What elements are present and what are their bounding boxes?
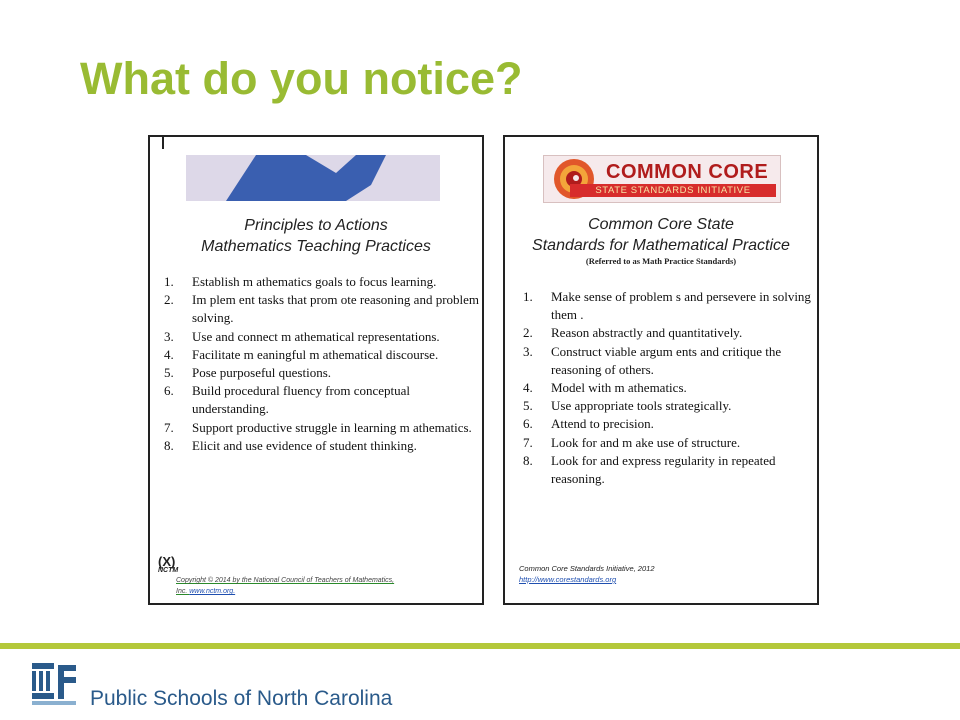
list-item	[523, 379, 819, 397]
item-text: Elicit and use evidence of student thinking.	[192, 437, 417, 453]
copyright-line1: Copyright © 2014 by the National Council of Teachers of Mathematics,	[176, 577, 395, 584]
common-core-wordmark: COMMON CORE	[606, 161, 769, 183]
nctm-logo-text: NCTM	[158, 567, 179, 574]
item-text: Use appropriate tools strategically.	[551, 398, 732, 414]
item-text: Make sense of problem s and persevere in solving them .	[551, 289, 811, 323]
list-item	[523, 324, 819, 342]
item-number: 3.	[523, 343, 533, 359]
list-item	[164, 328, 480, 346]
left-heading-line1: Principles to Actions	[244, 217, 388, 234]
common-core-card	[503, 135, 819, 605]
item-number: 6.	[164, 383, 174, 399]
list-item	[523, 288, 819, 324]
common-core-credit	[519, 563, 655, 585]
copyright-prefix: Inc.	[176, 588, 190, 595]
list-item	[164, 346, 480, 364]
item-text: Use and connect m athematical representations.	[192, 328, 440, 344]
item-number: 5.	[164, 365, 174, 381]
right-card-heading	[505, 214, 817, 256]
item-number: 7.	[523, 434, 533, 450]
item-number: 2.	[164, 292, 174, 308]
list-item	[523, 415, 819, 433]
nctm-logo	[158, 554, 179, 575]
list-item	[164, 382, 480, 418]
text-cursor-mark	[162, 137, 164, 149]
item-number: 1.	[164, 274, 174, 289]
left-heading-line2: Mathematics Teaching Practices	[201, 238, 431, 255]
list-item	[164, 291, 480, 327]
item-number: 5.	[523, 398, 533, 414]
item-number: 2.	[523, 325, 533, 341]
item-text: Model with m athematics.	[551, 380, 687, 396]
item-number: 8.	[164, 437, 174, 453]
item-number: 3.	[164, 328, 174, 344]
slide-title: What do you notice?	[80, 53, 523, 104]
nctm-copyright	[176, 575, 476, 597]
nctm-logo-glyph: (X)	[158, 554, 176, 569]
item-text: Pose purposeful questions.	[192, 365, 332, 381]
item-text: Construct viable argum ents and critique the reasoning of others.	[551, 343, 782, 377]
dpi-building-logo-icon	[30, 661, 80, 707]
right-card-subnote: (Referred to as Math Practice Standards)	[585, 256, 737, 266]
item-text: Attend to precision.	[551, 416, 654, 432]
list-item	[164, 273, 480, 291]
item-number: 7.	[164, 419, 174, 435]
teaching-practices-list	[164, 273, 480, 455]
list-item	[164, 419, 480, 437]
left-card-heading	[150, 215, 482, 257]
item-text: Establish m athematics goals to focus learning.	[192, 274, 437, 289]
nctm-link[interactable]: www.nctm.org.	[189, 588, 236, 595]
item-number: 4.	[164, 346, 174, 362]
item-text: Support productive struggle in learning m athematics.	[192, 419, 472, 435]
corestandards-link[interactable]: http://www.corestandards.org	[519, 575, 617, 584]
item-text: Look for and express regularity in repeated reasoning.	[551, 452, 776, 487]
list-item	[523, 343, 819, 379]
common-core-banner	[543, 155, 781, 203]
item-text: Facilitate m eaningful m athematical discourse.	[192, 346, 439, 362]
right-heading-line1: Common Core State	[588, 216, 734, 233]
item-number: 6.	[523, 416, 533, 432]
principles-to-actions-card	[148, 135, 484, 605]
credit-line: Common Core Standards Initiative, 2012	[519, 564, 655, 573]
item-number: 8.	[523, 452, 533, 468]
item-text: Look for and m ake use of structure.	[551, 434, 741, 450]
footer-org-name: Public Schools of North Carolina	[90, 687, 393, 710]
item-number: 1.	[523, 289, 533, 304]
list-item	[523, 397, 819, 415]
state-standards-initiative-label: STATE STANDARDS INITIATIVE	[570, 184, 776, 197]
list-item	[523, 434, 819, 452]
math-practice-standards-list	[523, 288, 819, 488]
item-text: Reason abstractly and quantitatively.	[551, 325, 743, 341]
right-heading-line2: Standards for Mathematical Practice	[532, 237, 790, 254]
nctm-banner-image	[186, 155, 440, 201]
footer-divider	[0, 643, 960, 649]
item-text: Build procedural fluency from conceptual understanding.	[192, 383, 411, 417]
list-item	[164, 364, 480, 382]
item-number: 4.	[523, 380, 533, 396]
copyright-line2	[176, 586, 476, 597]
list-item	[523, 452, 819, 488]
list-item	[164, 437, 480, 455]
item-text: Im plem ent tasks that prom ote reasoning and problem solving.	[192, 292, 480, 326]
banner-shape-icon	[186, 155, 440, 201]
